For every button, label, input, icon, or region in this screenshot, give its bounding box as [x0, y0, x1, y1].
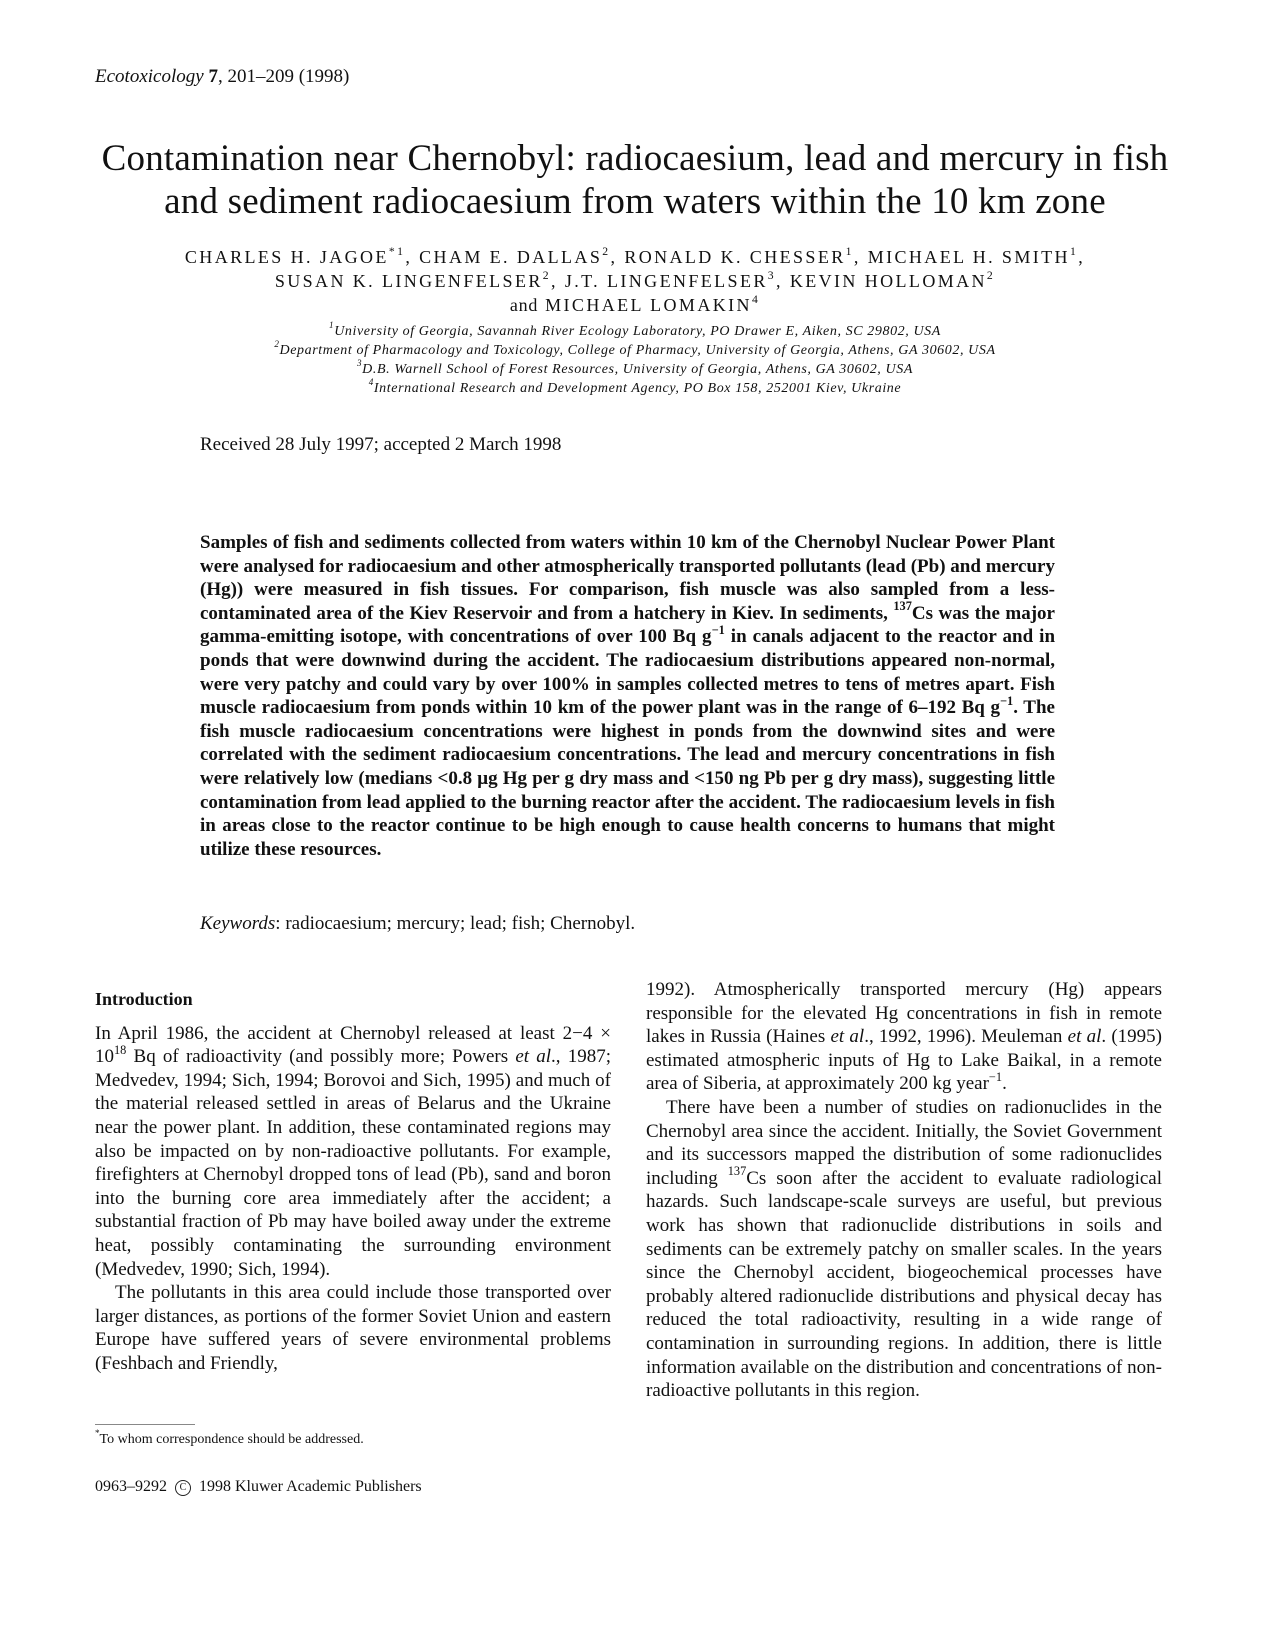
intro-paragraph-2: The pollutants in this area could include those transported over larger distances, as portions of the former Soviet Union and eastern Europe have suffered years of severe environmental problems (Feshbach and Friendly,: [95, 1282, 611, 1374]
and-word: and: [509, 295, 539, 315]
affiliation-text: D.B. Warnell School of Forest Resources, University of Georgia, Athens, GA 30602, USA: [362, 362, 913, 377]
author-name: MICHAEL H. SMITH: [867, 247, 1070, 267]
exponent-sup: 18: [114, 1042, 127, 1057]
author-line-2: SUSAN K. LINGENFELSER$^2$, J.T. LINGENFELSER$^3$, KEVIN HOLLOMAN$^2$: [274, 268, 996, 291]
author-list: [95, 245, 1175, 317]
author-name: RONALD K. CHESSER: [624, 247, 846, 267]
affiliation-2: [95, 341, 1175, 360]
abstract-text-2: Cs was the major gamma-emitting isotope, with concentrations of over 100 Bq g: [200, 602, 1055, 648]
author-sup: 2: [986, 268, 996, 282]
affiliation-sup: 2: [274, 339, 280, 350]
affiliation-sup: 1: [329, 320, 335, 331]
issn: 0963–9292: [95, 1478, 167, 1495]
footnote-text: To whom correspondence should be addressed.: [99, 1432, 364, 1447]
journal-citation: Ecotoxicology 7, 201–209 (1998): [95, 66, 350, 87]
affiliation-text: University of Georgia, Savannah River Ecology Laboratory, PO Drawer E, Aiken, SC 29802, USA: [334, 324, 941, 339]
et-al: et al: [1067, 1026, 1102, 1048]
affiliation-sup: 3: [357, 358, 363, 369]
text: . (1995) estimated atmospheric inputs of Hg to Lake Baikal, in a remote area of Siberia, at approximately 200 kg year: [646, 1026, 1163, 1095]
et-al: et al: [830, 1026, 865, 1048]
right-paragraph-2: [646, 1096, 1162, 1403]
affiliation-4: [95, 379, 1175, 398]
unit-sup: −1: [988, 1069, 1003, 1084]
unit-sup: −1: [711, 622, 725, 637]
abstract-text-3: in canals adjacent to the reactor and in ponds that were downwind during the accident. The radiocaesium distributions appeared non-normal, were very patchy and could vary by over 100% in samples collected metres to tens of metres apart. Fish muscle radiocaesium from ponds within 10 km of the power plant was in the range of 6–192 Bq g: [200, 626, 1056, 719]
text: In April 1986, the accident at Chernobyl released at least 2−4 × 10: [95, 1022, 611, 1068]
author-name: J.T. LINGENFELSER: [564, 271, 768, 291]
journal-pages-year: 201–209 (1998): [227, 66, 350, 87]
affiliation-1: [95, 322, 1175, 341]
text: ., 1987; Medvedev, 1994; Sich, 1994; Borovoi and Sich, 1995) and much of the material released settled in areas of Belarus and the Ukraine near the power plant. In addition, these contaminated regions may also be impacted on by non-radioactive pollutants. For example, firefighters at Chernobyl dropped tons of lead (Pb), sand and boron into the burning core area immediately after the accident; a substantial fraction of Pb may have boiled away under the extreme heat, possibly contaminating the surrounding environment (Medvedev, 1990; Sich, 1994).: [95, 1046, 612, 1280]
author-name: MICHAEL LOMAKIN: [545, 295, 752, 315]
author-sup: *1: [388, 244, 406, 258]
keywords-label: Keywords: [200, 913, 276, 934]
affiliation-sup: 4: [368, 377, 374, 388]
affiliation-text: Department of Pharmacology and Toxicology, College of Pharmacy, University of Georgia, Athens, GA 30602, USA: [279, 343, 996, 358]
right-column: [646, 978, 1162, 1403]
text: .: [1002, 1073, 1007, 1095]
author-sup: 2: [542, 268, 551, 282]
text: There have been a number of studies on radionuclides in the Chernobyl area since the accident. Initially, the Soviet Government and its successors mapped the distribution of some radionuclides including: [646, 1096, 1162, 1189]
text: Cs soon after the accident to evaluate radiological hazards. Such landscape-scale surveys are useful, but previous work has shown that radionuclide distributions in soils and sediments can be extremely patchy on smaller scales. In the years since the Chernobyl accident, biogeochemical processes have probably altered radionuclide distributions and physical decay has reduced the total radioactivity, resulting in a wide range of contamination in surrounding regions. In addition, there is little information available on the distribution and concentrations of non-radioactive pollutants in this region.: [646, 1167, 1162, 1402]
affiliation-3: [95, 360, 1175, 379]
article-title: Contamination near Chernobyl: radiocaesium, lead and mercury in fish and sediment radiocaesium from waters within the 10 km zone: [101, 138, 1169, 222]
author-sup: 3: [767, 268, 777, 282]
author-sup: 2: [602, 244, 611, 258]
abstract: [200, 531, 1055, 861]
text: Bq of radioactivity (and possibly more; Powers: [126, 1046, 516, 1068]
author-sup: 1: [1069, 244, 1079, 258]
footnote-rule: [95, 1424, 195, 1425]
section-heading-introduction: Introduction: [95, 989, 193, 1009]
abstract-text-4: . The fish muscle radiocaesium concentrations were highest in ponds from the downwind sites and were correlated with the sediment radiocaesium concentrations. The lead and mercury concentrations in fish were relatively low (medians <0.8 μg Hg per g dry mass and <150 ng Pb per g dry mass), suggesting little contamination from lead applied to the burning reactor after the accident. The radiocaesium levels in fish in areas close to the reactor continue to be high enough to cause health concerns to humans that might utilize these resources.: [200, 697, 1055, 860]
footnote-mark: *: [95, 1428, 100, 1439]
isotope-sup: 137: [893, 599, 912, 614]
affiliation-text: International Research and Development Agency, PO Box 158, 252001 Kiev, Ukraine: [373, 381, 902, 396]
intro-paragraph-1: [95, 1022, 611, 1282]
received-dates: Received 28 July 1997; accepted 2 March 1998: [200, 434, 562, 455]
right-paragraph-1: [646, 978, 1162, 1096]
text: ., 1992, 1996). Meuleman: [864, 1026, 1068, 1048]
author-sup: 1: [845, 244, 854, 258]
author-name: CHARLES H. JAGOE: [184, 247, 389, 267]
author-line-3: [95, 293, 1175, 317]
affiliations: [95, 322, 1175, 398]
text: 1992). Atmospherically transported mercury (Hg) appears responsible for the elevated Hg concentrations in fish in remote lakes in Russia (Haines: [646, 979, 1162, 1048]
author-name: KEVIN HOLLOMAN: [789, 271, 987, 291]
copyright-line: [95, 1478, 422, 1496]
isotope-sup: 137: [727, 1164, 747, 1179]
keywords-text: : radiocaesium; mercury; lead; fish; Chernobyl.: [275, 913, 636, 934]
footnote: [95, 1428, 364, 1448]
copyright-icon: C: [175, 1480, 191, 1496]
copyright-text: 1998 Kluwer Academic Publishers: [199, 1478, 422, 1495]
author-name: CHAM E. DALLAS: [419, 247, 603, 267]
author-line-1: CHARLES H. JAGOE$^{*1}$, CHAM E. DALLAS$^2$, RONALD K. CHESSER$^1$, MICHAEL H. SMITH$^1$,: [184, 244, 1086, 267]
journal-name: Ecotoxicology: [95, 66, 204, 87]
unit-sup: −1: [1000, 693, 1014, 708]
abstract-text-1: Samples of fish and sediments collected from waters within 10 km of the Chernobyl Nuclear Power Plant were analysed for radiocaesium and other atmospherically transported pollutants (lead (Pb) and mercury (Hg)) were measured in fish tissues. For comparison, fish muscle was also sampled from a less-contaminated area of the Kiev Reservoir and from a hatchery in Kiev. In sediments,: [200, 532, 1055, 624]
et-al: et al: [515, 1046, 552, 1068]
author-name: SUSAN K. LINGENFELSER: [274, 271, 543, 291]
author-sup: 4: [751, 292, 761, 306]
keywords: [200, 913, 635, 935]
journal-volume: 7: [208, 66, 218, 87]
left-column: [95, 988, 611, 1376]
